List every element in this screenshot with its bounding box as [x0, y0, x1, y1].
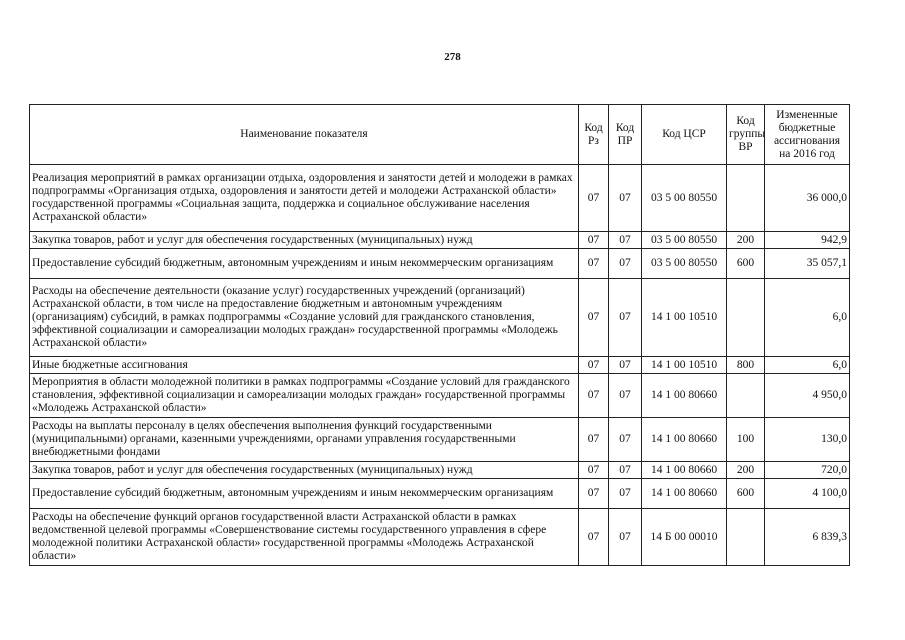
row-name: Предоставление субсидий бюджетным, автономным учреждениям и иным некоммерческим организациям [30, 479, 579, 509]
row-csr: 03 5 00 80550 [642, 249, 727, 279]
row-pr: 07 [609, 418, 642, 462]
table-row [30, 418, 850, 462]
table-row [30, 374, 850, 418]
header-amount: Измененные бюджетные ассигнования на 2016 год [765, 105, 850, 165]
header-name: Наименование показателя [30, 105, 579, 165]
row-amount: 942,9 [765, 232, 850, 249]
budget-table [29, 104, 850, 566]
table-row [30, 357, 850, 374]
header-csr: Код ЦСР [642, 105, 727, 165]
row-pr: 07 [609, 374, 642, 418]
row-pr: 07 [609, 232, 642, 249]
row-name: Мероприятия в области молодежной политики в рамках подпрограммы «Создание условий для гражданского становления, эффективной социализации и самореализации молодых граждан» государственной программы «Молодежь Астраханской области» [30, 374, 579, 418]
header-rz: Код Рз [579, 105, 609, 165]
row-pr: 07 [609, 479, 642, 509]
table-row [30, 165, 850, 232]
row-vr [727, 374, 765, 418]
row-name: Закупка товаров, работ и услуг для обеспечения государственных (муниципальных) нужд [30, 232, 579, 249]
row-pr: 07 [609, 357, 642, 374]
row-pr: 07 [609, 462, 642, 479]
row-rz: 07 [579, 418, 609, 462]
row-vr: 200 [727, 462, 765, 479]
header-vr: Код группы ВР [727, 105, 765, 165]
table-row [30, 232, 850, 249]
page-number: 278 [444, 51, 461, 63]
header-pr: Код ПР [609, 105, 642, 165]
table-row [30, 279, 850, 357]
row-amount: 4 100,0 [765, 479, 850, 509]
row-rz: 07 [579, 374, 609, 418]
row-vr: 800 [727, 357, 765, 374]
row-rz: 07 [579, 249, 609, 279]
row-name: Расходы на обеспечение деятельности (оказание услуг) государственных учреждений (организаций) Астраханской области, в том числе на предоставление бюджетным и автономным учреждениям (организациям) субсидий, в рамках подпрограммы «Создание условий для гражданского становления, эффективной социализации и самореализации молодых граждан» государственной программы «Молодежь Астраханской области» [30, 279, 579, 357]
row-name: Расходы на выплаты персоналу в целях обеспечения выполнения функций государственными (муниципальными) органами, казенными учреждениями, органами управления государственными внебюджетными фондами [30, 418, 579, 462]
row-rz: 07 [579, 357, 609, 374]
row-pr: 07 [609, 249, 642, 279]
row-amount: 36 000,0 [765, 165, 850, 232]
row-pr: 07 [609, 165, 642, 232]
row-name: Реализация мероприятий в рамках организации отдыха, оздоровления и занятости детей и молодежи в рамках подпрограммы «Организация отдыха, оздоровления и занятости детей и молодежи Астраханской области» государственной программы «Социальная защита, поддержка и социальное обслуживание населения Астраханской области» [30, 165, 579, 232]
table-row [30, 509, 850, 566]
row-vr [727, 509, 765, 566]
table-row [30, 479, 850, 509]
row-amount: 6,0 [765, 357, 850, 374]
row-rz: 07 [579, 479, 609, 509]
row-csr: 14 1 00 80660 [642, 418, 727, 462]
row-amount: 4 950,0 [765, 374, 850, 418]
row-rz: 07 [579, 279, 609, 357]
row-vr [727, 279, 765, 357]
row-vr [727, 165, 765, 232]
row-name: Предоставление субсидий бюджетным, автономным учреждениям и иным некоммерческим организациям [30, 249, 579, 279]
row-vr: 100 [727, 418, 765, 462]
row-vr: 200 [727, 232, 765, 249]
table-header-row [30, 105, 850, 165]
row-vr: 600 [727, 479, 765, 509]
row-amount: 35 057,1 [765, 249, 850, 279]
row-rz: 07 [579, 165, 609, 232]
table-row [30, 249, 850, 279]
row-rz: 07 [579, 232, 609, 249]
row-csr: 14 1 00 10510 [642, 279, 727, 357]
row-csr: 14 1 00 80660 [642, 462, 727, 479]
row-pr: 07 [609, 509, 642, 566]
row-vr: 600 [727, 249, 765, 279]
row-csr: 03 5 00 80550 [642, 232, 727, 249]
table-row [30, 462, 850, 479]
row-csr: 14 Б 00 00010 [642, 509, 727, 566]
row-amount: 6 839,3 [765, 509, 850, 566]
row-amount: 6,0 [765, 279, 850, 357]
row-csr: 03 5 00 80550 [642, 165, 727, 232]
row-csr: 14 1 00 10510 [642, 357, 727, 374]
row-pr: 07 [609, 279, 642, 357]
row-amount: 130,0 [765, 418, 850, 462]
row-name: Иные бюджетные ассигнования [30, 357, 579, 374]
row-name: Расходы на обеспечение функций органов государственной власти Астраханской области в рамках ведомственной целевой программы «Совершенствование системы государственного управления в сфере молодежной политики Астраханской области» государственной программы «Молодежь Астраханской области» [30, 509, 579, 566]
row-csr: 14 1 00 80660 [642, 479, 727, 509]
row-name: Закупка товаров, работ и услуг для обеспечения государственных (муниципальных) нужд [30, 462, 579, 479]
row-csr: 14 1 00 80660 [642, 374, 727, 418]
row-amount: 720,0 [765, 462, 850, 479]
row-rz: 07 [579, 509, 609, 566]
row-rz: 07 [579, 462, 609, 479]
